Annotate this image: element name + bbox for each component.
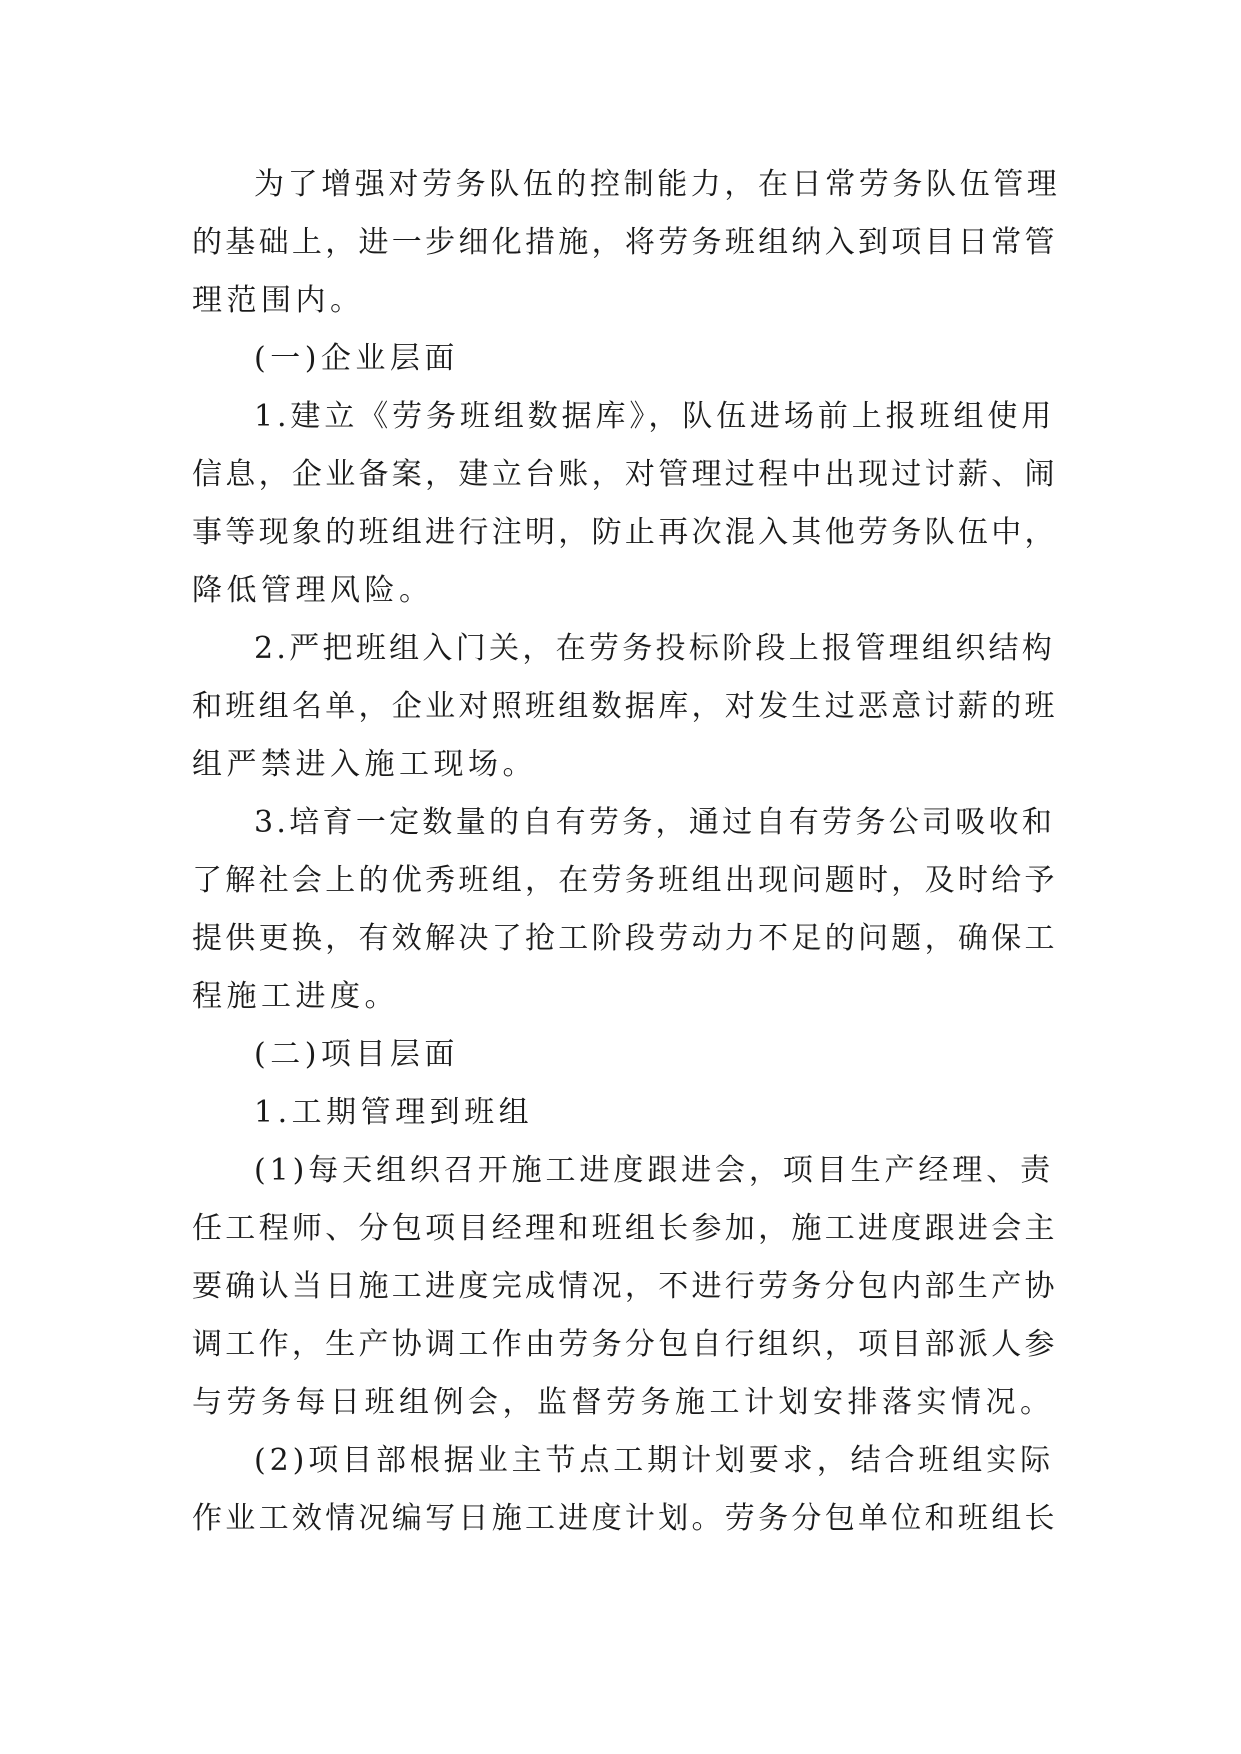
text-line: 事等现象的班组进行注明，防止再次混入其他劳务队伍中，: [192, 515, 1058, 550]
subsection-heading: 1.工期管理到班组: [254, 1095, 534, 1130]
text-line: 作业工效情况编写日施工进度计划。劳务分包单位和班组长: [192, 1501, 1058, 1536]
text-line: 和班组名单，企业对照班组数据库，对发生过恶意讨薪的班: [192, 689, 1058, 724]
text-line: 信息，企业备案，建立台账，对管理过程中出现过讨薪、闹: [192, 457, 1058, 492]
text-line: 为了增强对劳务队伍的控制能力，在日常劳务队伍管理: [254, 167, 1061, 202]
text-line: 1.建立《劳务班组数据库》，队伍进场前上报班组使用: [254, 399, 1056, 434]
text-line: 提供更换，有效解决了抢工阶段劳动力不足的问题，确保工: [192, 921, 1058, 956]
text-line: (1)每天组织召开施工进度跟进会，项目生产经理、责: [254, 1153, 1054, 1188]
text-line: 的基础上，进一步细化措施，将劳务班组纳入到项目日常管: [192, 225, 1058, 260]
section-heading: (一)企业层面: [254, 341, 459, 376]
text-line: 组严禁进入施工现场。: [192, 747, 537, 782]
text-line: 2.严把班组入门关，在劳务投标阶段上报管理组织结构: [254, 631, 1056, 666]
text-line: 任工程师、分包项目经理和班组长参加，施工进度跟进会主: [192, 1211, 1058, 1246]
text-line: 降低管理风险。: [192, 573, 434, 608]
text-line: 调工作，生产协调工作由劳务分包自行组织，项目部派人参: [192, 1327, 1058, 1362]
text-line: 程施工进度。: [192, 979, 399, 1014]
section-heading: (二)项目层面: [254, 1037, 459, 1072]
text-line: (2)项目部根据业主节点工期计划要求，结合班组实际: [254, 1443, 1054, 1478]
text-line: 与劳务每日班组例会，监督劳务施工计划安排落实情况。: [192, 1385, 1055, 1420]
text-line: 了解社会上的优秀班组，在劳务班组出现问题时，及时给予: [192, 863, 1058, 898]
text-line: 3.培育一定数量的自有劳务，通过自有劳务公司吸收和: [254, 805, 1056, 840]
text-line: 要确认当日施工进度完成情况，不进行劳务分包内部生产协: [192, 1269, 1058, 1304]
text-line: 理范围内。: [192, 283, 365, 318]
